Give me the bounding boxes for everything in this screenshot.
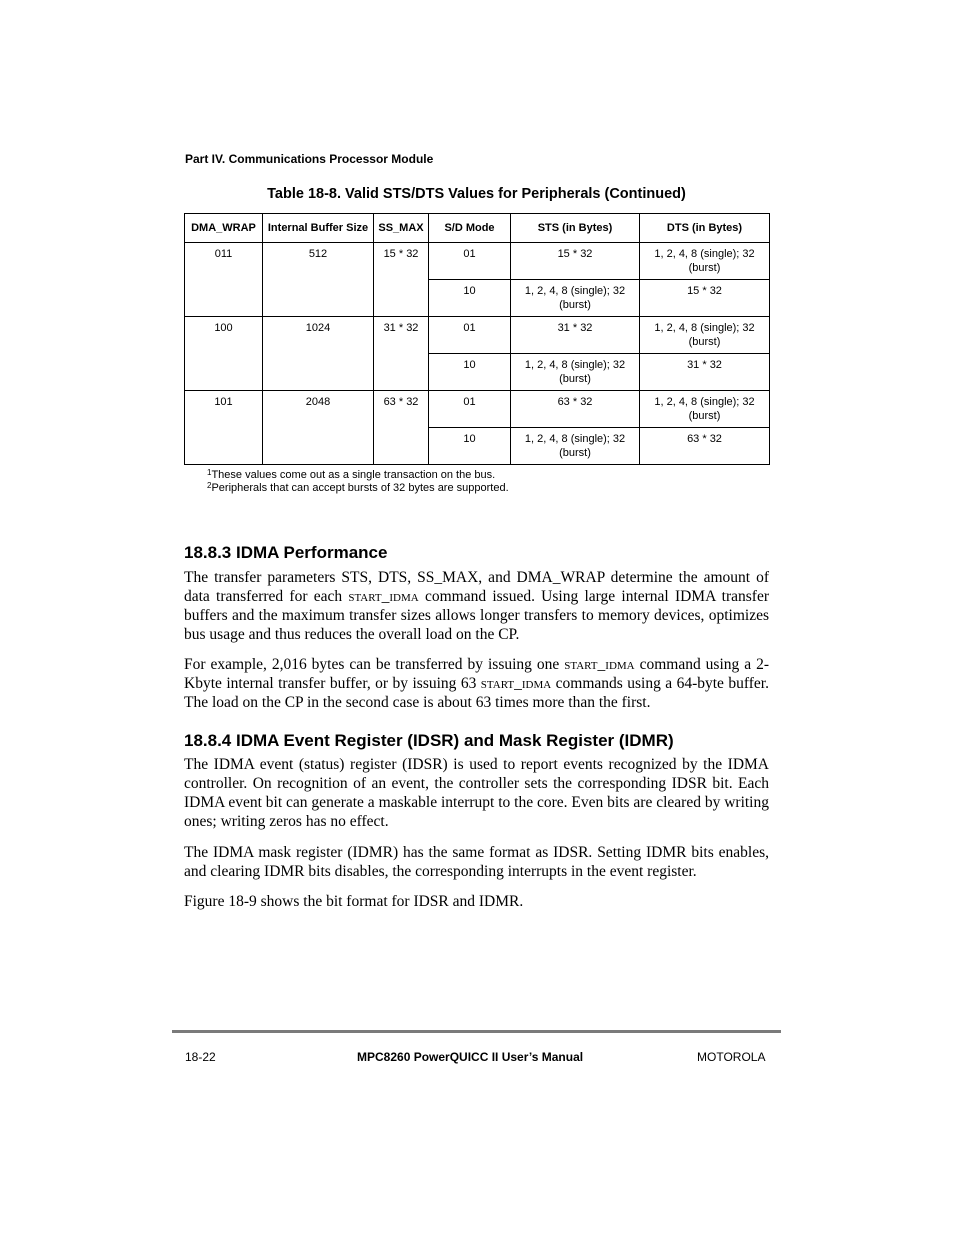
footnote-mark: 2 <box>207 481 212 490</box>
header-buffer-size: Internal Buffer Size <box>263 214 374 243</box>
cell-buffer-size: 2048 <box>263 391 374 465</box>
cell-sd-mode: 10 <box>429 280 511 317</box>
cell-ss-max: 31 * 32 <box>374 317 429 391</box>
paragraph: The IDMA event (status) register (IDSR) is used to report events recognized by the IDMA controller. On recognition of an event, the controller sets the corresponding IDSR bit. Each IDMA event bit can generate a maskable interrupt to the core. Even bits are cleared by writing ones; writing zeros has no effect. <box>184 756 769 830</box>
cell-ss-max: 63 * 32 <box>374 391 429 465</box>
table-header-row <box>185 214 770 243</box>
cell-dma-wrap: 100 <box>185 317 263 391</box>
cell-ss-max: 15 * 32 <box>374 243 429 317</box>
table-footnote <box>207 469 495 481</box>
command-name: start_idma <box>480 675 552 692</box>
cell-dts: 1, 2, 4, 8 (single); 32 (burst) <box>640 243 770 280</box>
cell-sts: 63 * 32 <box>511 391 640 428</box>
command-name: start_idma <box>348 588 419 605</box>
cell-sts: 1, 2, 4, 8 (single); 32 (burst) <box>511 354 640 391</box>
cell-buffer-size: 512 <box>263 243 374 317</box>
header-dts: DTS (in Bytes) <box>640 214 770 243</box>
text-run: command using a 2-Kbyte internal transfer buffer, or by issuing 63 <box>184 656 769 692</box>
section-heading-idsr-idmr: 18.8.4 IDMA Event Register (IDSR) and Mask Register (IDMR) <box>184 731 674 750</box>
cell-dts: 1, 2, 4, 8 (single); 32 (burst) <box>640 317 770 354</box>
footer-rule <box>172 1030 781 1033</box>
cell-dts: 15 * 32 <box>640 280 770 317</box>
text-run: The transfer parameters STS, DTS, SS_MAX, and DMA_WRAP determine the amount of data transferred for each <box>184 569 769 605</box>
table-caption: Table 18-8. Valid STS/DTS Values for Peripherals (Continued) <box>267 186 686 202</box>
paragraph <box>184 568 769 644</box>
paragraph <box>184 655 769 712</box>
cell-dts: 31 * 32 <box>640 354 770 391</box>
footnote-mark: 1 <box>207 468 212 477</box>
paragraph: Figure 18-9 shows the bit format for IDSR and IDMR. <box>184 893 524 910</box>
page-number: 18-22 <box>185 1050 216 1064</box>
text-run: command issued. Using large internal IDMA transfer buffers and the maximum transfer sizes allows longer transfers to memory devices, optimizes bus usage and thus reduces the overall load on the CP. <box>184 588 769 643</box>
text-run: For example, 2,016 bytes can be transferred by issuing one <box>184 656 565 673</box>
table-row <box>185 317 770 354</box>
footnote-text: These values come out as a single transaction on the bus. <box>211 469 496 481</box>
cell-sts: 1, 2, 4, 8 (single); 32 (burst) <box>511 428 640 465</box>
cell-dts: 63 * 32 <box>640 428 770 465</box>
footnote-text: Peripherals that can accept bursts of 32 bytes are supported. <box>211 482 509 494</box>
cell-sd-mode: 01 <box>429 317 511 354</box>
manual-title: MPC8260 PowerQUICC II User’s Manual <box>357 1050 584 1064</box>
cell-sts: 15 * 32 <box>511 243 640 280</box>
header-sts: STS (in Bytes) <box>511 214 640 243</box>
table-row <box>185 391 770 428</box>
table-footnote <box>207 482 509 494</box>
cell-dma-wrap: 101 <box>185 391 263 465</box>
cell-sts: 1, 2, 4, 8 (single); 32 (burst) <box>511 280 640 317</box>
command-name: start_idma <box>564 656 635 673</box>
cell-sd-mode: 10 <box>429 354 511 391</box>
cell-dma-wrap: 011 <box>185 243 263 317</box>
publisher: MOTOROLA <box>697 1050 766 1064</box>
header-sd-mode: S/D Mode <box>429 214 511 243</box>
cell-sd-mode: 01 <box>429 391 511 428</box>
header-dma-wrap: DMA_WRAP <box>185 214 263 243</box>
header-ss-max: SS_MAX <box>374 214 429 243</box>
cell-buffer-size: 1024 <box>263 317 374 391</box>
cell-dts: 1, 2, 4, 8 (single); 32 (burst) <box>640 391 770 428</box>
section-heading-idma-performance: 18.8.3 IDMA Performance <box>184 543 388 562</box>
running-header: Part IV. Communications Processor Module <box>185 152 434 166</box>
paragraph: The IDMA mask register (IDMR) has the same format as IDSR. Setting IDMR bits enables, and clearing IDMR bits disables, the corresponding interrupts in the event register. <box>184 844 769 880</box>
cell-sd-mode: 01 <box>429 243 511 280</box>
table-row <box>185 243 770 280</box>
text-run: commands using a 64-byte buffer. The load on the CP in the second case is about 63 times more than the first. <box>184 675 769 711</box>
cell-sts: 31 * 32 <box>511 317 640 354</box>
sts-dts-table <box>184 213 770 465</box>
cell-sd-mode: 10 <box>429 428 511 465</box>
